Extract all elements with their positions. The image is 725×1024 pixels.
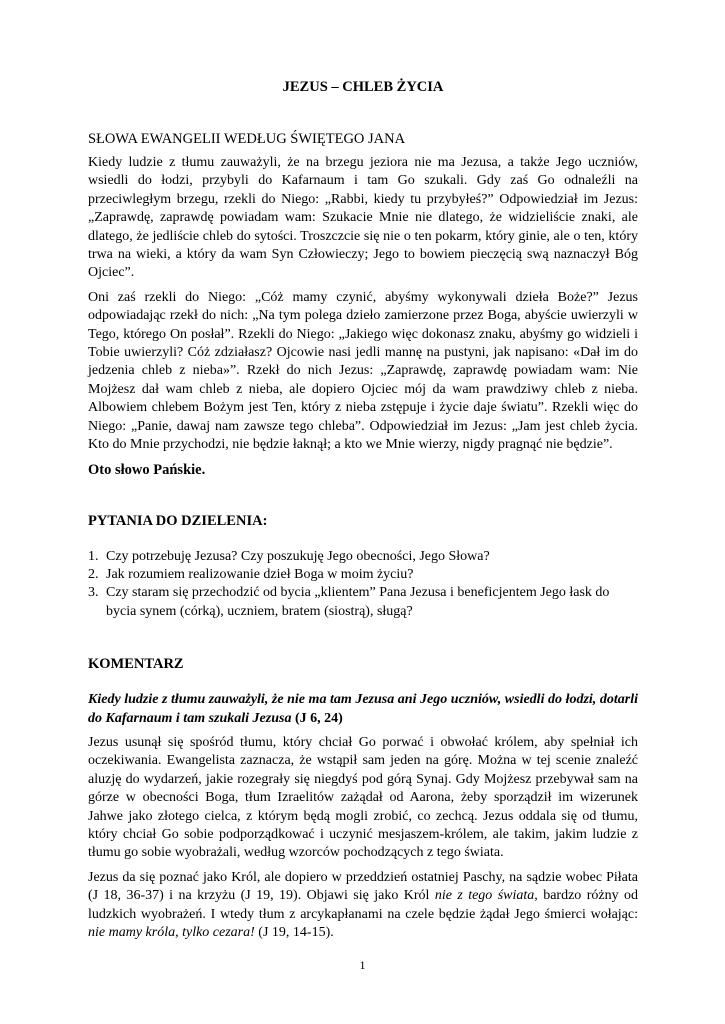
commentary-paragraph-2-part-b: , bardzo różny od ludzkich wyobrażeń. I wtedy tłum z arcykapłanami na czele będzie żądał Jego śmierci wołając: [88,888,638,922]
commentary-quote-text: Kiedy ludzie z tłumu zauważyli, że nie ma tam Jezusa ani Jego uczniów, wsiedli do łodzi, dotarli do Kafarnaum i tam szukali Jezusa [88,692,638,726]
commentary-paragraph-2-italic-1: nie z tego świata [434,888,535,904]
list-item [88,548,638,566]
gospel-heading: SŁOWA EWANGELII WEDŁUG ŚWIĘTEGO JANA [88,131,406,147]
page-number: 1 [359,958,366,972]
document-title: JEZUS – CHLEB ŻYCIA [282,79,444,95]
list-item-number: 3. [88,585,99,601]
list-item-number: 1. [88,548,99,564]
gospel-paragraph-2: Oni zaś rzekli do Niego: „Cóż mamy czynić, abyśmy wykonywali dzieła Boże?” Jezus odpowiadając rzekł do nich: „Na tym polega dzieło zamierzone przez Boga, abyście uwierzyli w Tego, którego On posłał”. Rzekli do Niego: „Jakiego więc dokonasz znaku, abyśmy go widzieli i Tobie uwierzyli? Cóż zdziałasz? Ojcowie nasi jedli mannę na pustyni, jak napisano: «Dał im do jedzenia chleb z nieba»”. Rzekł do nich Jezus: „Zaprawdę, zaprawdę powiadam wam: Nie Mojżesz dał wam chleb z nieba, ale dopiero Ojciec mój da wam prawdziwy chleb z nieba. Albowiem chlebem Bożym jest Ten, który z nieba zstępuje i życie daje światu”. Rzekli więc do Niego: „Panie, dawaj nam zawsze tego chleba”. Odpowiedział im Jezus: „Jam jest chleb życia. Kto do Mnie przychodzi, nie będzie łaknął; a kto we Mnie wierzy, nigdy pragnąć nie będzie”. [88,289,638,453]
commentary-paragraph-1: Jezus usunął się spośród tłumu, który chciał Go porwać i obwołać królem, aby spełniał ich oczekiwania. Ewangelista zaznacza, że wstąpił sam jeden na górę. Można w tej scenie znaleźć aluzję do wydarzeń, jakie rozegrały się niegdyś pod górą Synaj. Gdy Mojżesz przebywał sam na górze w obecności Boga, tłum Izraelitów zażądał od Aarona, żeby sporządził im wizerunek Jahwe jako złotego cielca, z którym będą mogli zrobić, co zechcą. Jezus oddala się od tłumu, który chciał Go sobie podporządkować i uczynić mesjaszem-królem, ale takim, jakim ludzie z tłumu go sobie wyobrażali, według wzorców pochodzących z tego świata. [88,734,638,861]
commentary-paragraph-2-part-a: Jezus da się poznać jako Król, ale dopiero w przeddzień ostatniej Paschy, na sądzie wobec Piłata (J 18, 36-37) i na krzyżu (J 19, 19). Objawi się jako Król [88,869,638,904]
list-item-number: 2. [88,566,99,582]
commentary-quote-reference: (J 6, 24) [291,710,343,726]
commentary-heading: KOMENTARZ [88,656,184,673]
list-item-text: Czy staram się przechodzić od bycia „klientem” Pana Jezusa i beneficjentem Jego łask do bycia synem (córką), uczniem, bratem (siostrą), sługą? [106,585,610,619]
document-page [88,78,638,948]
questions-list [88,548,638,622]
list-item-text: Jak rozumiem realizowanie dzieł Boga w moim życiu? [106,566,414,582]
commentary-paragraph-2-italic-2: nie mamy króla, tylko cezara! [88,925,255,940]
list-item [88,584,638,621]
questions-heading: PYTANIA DO DZIELENIA: [88,512,268,529]
commentary-quote [88,691,638,728]
commentary-paragraph-2 [88,869,638,943]
gospel-paragraph-1: Kiedy ludzie z tłumu zauważyli, że na brzegu jeziora nie ma Jezusa, a także Jego uczniów, wsiedli do łodzi, przybyli do Kafarnaum i tam Go szukali. Gdy zaś Go odnaleźli na przeciwległym brzegu, rzekli do Niego: „Rabbi, kiedy tu przybyłeś?” Odpowiedział im Jezus: „Zaprawdę, zaprawdę powiadam wam: Szukacie Mnie nie dlatego, że widzieliście znaki, ale dlatego, że jedliście chleb do sytości. Troszczcie się nie o ten pokarm, który ginie, ale o ten, który trwa na wieki, a który da wam Syn Człowieczy; Jego to bowiem pieczęcią swą naznaczył Bóg Ojciec”. [88,155,638,281]
list-item [88,566,638,584]
commentary-paragraph-2-part-c: (J 19, 14-15). [254,925,334,940]
gospel-closing: Oto słowo Pańskie. [88,461,206,478]
list-item-text: Czy potrzebuję Jezusa? Czy poszukuję Jego obecności, Jego Słowa? [106,548,490,564]
